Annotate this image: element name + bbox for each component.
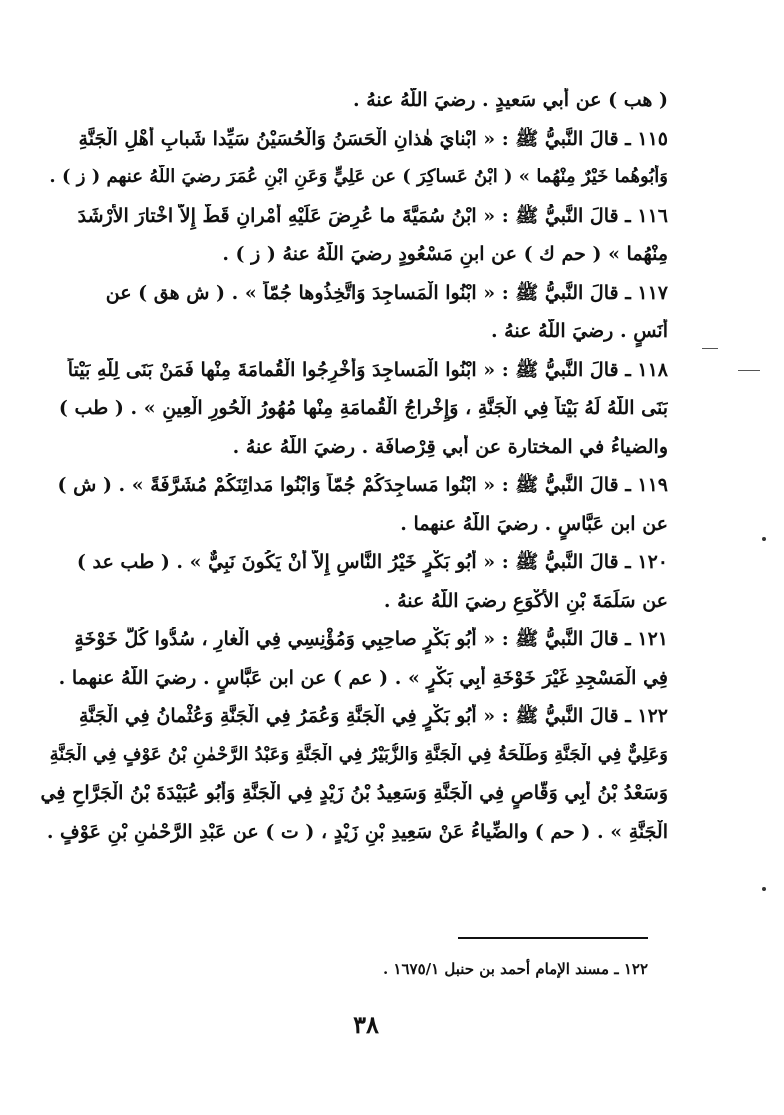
footnote: ١٢٢ ـ مسند الإمام أحمد بن حنبل ١٦٧٥/١ . [382,960,648,978]
text-line: ١١٥ ـ قالَ النَّبيُّ ﷺ : « ابْنايَ هٰذانِ الْحَسَنُ وَالْحُسَيْنُ سَيِّدا شَبابِ أَهْلِ الْجَنَّةِ [78,127,668,150]
scan-mark [738,370,760,371]
scan-mark [702,348,718,349]
text-line: الْجَنَّةِ » . ( حم ) والضِّياءُ عَنْ سَعِيدِ بْنِ زَيْدٍ ، ( ت ) عن عَبْدِ الرَّحْمٰنِ بْنِ عَوْفٍ . [46,820,668,843]
text-line: فِي الْمَسْجِدِ غَيْرَ خَوْخَةِ أَبِي بَكْرٍ » . ( عم ) عن ابن عَبَّاسٍ . رضيَ اللَّهُ عنهما . [58,666,668,689]
scan-speck [762,537,766,541]
text-line: ١١٨ ـ قالَ النَّبيُّ ﷺ : « ابْنُوا الْمَساجِدَ وَأَخْرِجُوا الْقُمامَةَ مِنْها فَمَنْ بَنَى لِلَّهِ بَيْتاً [67,358,668,381]
text-line: ١١٦ ـ قالَ النَّبيُّ ﷺ : « ابْنُ سُمَيَّةَ ما عُرِضَ عَلَيْهِ أَمْرانِ قَطُّ إِلاَّ اخْتارَ الأَرْشَدَ [77,204,668,227]
text-line: ١١٧ ـ قالَ النَّبيُّ ﷺ : « ابْنُوا الْمَساجِدَ وَاتَّخِذُوها جُمّاً » . ( ش هق ) عن [105,281,668,304]
text-line: أَنَسٍ . رضيَ اللَّهُ عنهُ . [490,320,668,342]
text-line: ١٢١ ـ قالَ النَّبيُّ ﷺ : « أَبُو بَكْرٍ صاحِبِي وَمُؤْنِسِي فِي الْغارِ ، سُدُّوا كُلَّ خَوْخَةٍ [74,628,668,650]
text-line: وَأَبُوهُما خَيْرٌ مِنْهُما » ( ابْنُ عَساكِرَ ) عن عَلِيٍّ وَعَنِ ابْنِ عُمَرَ رضيَ اللَّهُ عنهم ( ز ) . [49,166,668,187]
footnote-divider [458,937,648,939]
text-line: عن ابن عَبَّاسٍ . رضيَ اللَّهُ عنهما . [400,512,668,535]
text-line: بَنَى اللَّهُ لَهُ بَيْتاً فِي الْجَنَّةِ ، وَإِخْراجُ الْقُمامَةِ مِنْها مُهُورُ الْحُورِ الْعِينِ » . ( طب ) [58,397,668,419]
page-number: ٣٨ [353,1010,379,1039]
text-line: ( هب ) عن أبي سَعيدٍ . رضيَ اللَّهُ عنهُ . [353,89,668,111]
scan-speck [762,887,766,891]
main-text [40,88,668,858]
text-line: ١٢٠ ـ قالَ النَّبيُّ ﷺ : « أَبُو بَكْرٍ خَيْرُ النَّاسِ إِلاَّ أَنْ يَكُونَ نَبِيٌّ » . ( طب عد ) [76,551,668,573]
text-line: ١٢٢ ـ قالَ النَّبيُّ ﷺ : « أَبُو بَكْرٍ فِي الْجَنَّةِ وَعُمَرُ فِي الْجَنَّةِ وَعُثْمانُ فِي الْجَنَّةِ [78,705,668,727]
text-line: ١١٩ ـ قالَ النَّبيُّ ﷺ : « ابْنُوا مَساجِدَكُمْ جُمّاً وَابْنُوا مَدائِنَكُمْ مُشَرَّفَةً » . ( ش ) [57,474,668,496]
text-line: مِنْهُما » ( حم ك ) عن ابنِ مَسْعُودٍ رضيَ اللَّهُ عنهُ ( ز ) . [222,243,668,265]
text-line: وَعَلِيٌّ فِي الْجَنَّةِ وَطَلْحَةُ فِي الْجَنَّةِ وَالزُّبَيْرُ فِي الْجَنَّةِ وَعَبْدُ الرَّحْمٰنِ بْنُ عَوْفٍ فِي الْجَنَّةِ [49,743,668,765]
text-line: وَسَعْدُ بْنُ أَبِي وَقَّاصٍ فِي الْجَنَّةِ وَسَعِيدُ بْنُ زَيْدٍ فِي الْجَنَّةِ وَأَبُو عُبَيْدَةَ بْنُ الْجَرَّاحِ فِي [40,782,668,804]
text-line: عن سَلَمَةَ بْنِ الأَكْوَعِ رضيَ اللَّهُ عنهُ . [383,589,668,612]
text-line: والضياءُ في المختارة عن أبي قِرْصافَة . رضيَ اللَّهُ عنهُ . [232,435,668,458]
